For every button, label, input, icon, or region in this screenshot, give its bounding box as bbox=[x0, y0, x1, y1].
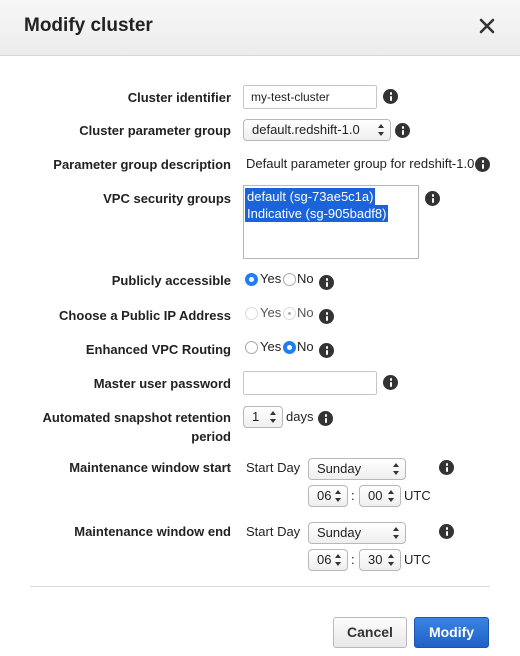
select-arrows-icon bbox=[392, 526, 400, 540]
maintenance-end-minute-value: 30 bbox=[368, 552, 383, 567]
master-password-label: Master user password bbox=[93, 376, 231, 391]
publicly-accessible-label: Publicly accessible bbox=[111, 273, 231, 288]
snapshot-retention-label-line1: Automated snapshot retention bbox=[42, 410, 231, 425]
select-arrows-icon bbox=[387, 553, 395, 567]
info-icon[interactable] bbox=[318, 411, 333, 426]
parameter-group-value: default.redshift-1.0 bbox=[252, 122, 360, 137]
enhanced-vpc-routing-yes-radio[interactable] bbox=[245, 341, 258, 354]
maintenance-start-day-value: Sunday bbox=[317, 461, 362, 476]
info-icon[interactable] bbox=[319, 343, 334, 358]
maintenance-start-tz: UTC bbox=[404, 488, 431, 503]
modify-button[interactable]: Modify bbox=[414, 617, 489, 648]
info-icon[interactable] bbox=[395, 123, 410, 138]
maintenance-end-day-value: Sunday bbox=[317, 525, 362, 540]
close-icon[interactable] bbox=[474, 13, 500, 39]
info-icon[interactable] bbox=[439, 524, 454, 539]
publicly-accessible-no-label: No bbox=[297, 271, 314, 286]
vpc-security-group-option[interactable]: Indicative (sg-905badf8) bbox=[247, 206, 387, 221]
dialog-header bbox=[0, 0, 520, 56]
snapshot-retention-label bbox=[11, 408, 231, 446]
select-arrows-icon bbox=[269, 410, 277, 424]
info-icon[interactable] bbox=[319, 309, 334, 324]
vpc-security-groups-listbox[interactable] bbox=[243, 185, 419, 259]
publicly-accessible-yes-label: Yes bbox=[260, 271, 282, 286]
snapshot-retention-label-line2: period bbox=[191, 429, 231, 444]
snapshot-retention-unit: days bbox=[286, 409, 314, 424]
info-icon[interactable] bbox=[319, 275, 334, 290]
parameter-group-description-value: Default parameter group for redshift-1.0 bbox=[246, 156, 475, 171]
select-arrows-icon bbox=[387, 489, 395, 503]
maintenance-end-hour-select[interactable] bbox=[308, 549, 348, 571]
maintenance-end-minute-select[interactable] bbox=[359, 549, 401, 571]
parameter-group-select[interactable] bbox=[243, 119, 391, 141]
select-arrows-icon bbox=[392, 462, 400, 476]
info-icon[interactable] bbox=[475, 157, 490, 172]
enhanced-vpc-routing-no-label: No bbox=[297, 339, 314, 354]
public-ip-yes-label: Yes bbox=[260, 305, 282, 320]
dialog-title: Modify cluster bbox=[24, 15, 153, 36]
maintenance-end-hour-value: 06 bbox=[317, 552, 332, 567]
enhanced-vpc-routing-label: Enhanced VPC Routing bbox=[85, 342, 231, 357]
public-ip-no-radio[interactable] bbox=[283, 307, 296, 320]
info-icon[interactable] bbox=[439, 460, 454, 475]
maintenance-start-label: Maintenance window start bbox=[69, 460, 231, 475]
maintenance-start-day-label: Start Day bbox=[246, 460, 301, 475]
maintenance-start-day-select[interactable] bbox=[308, 458, 406, 480]
info-icon[interactable] bbox=[383, 89, 398, 104]
select-arrows-icon bbox=[334, 489, 342, 503]
info-icon[interactable] bbox=[383, 375, 398, 390]
public-ip-yes-radio[interactable] bbox=[245, 307, 258, 320]
maintenance-end-day-label: Start Day bbox=[246, 524, 301, 539]
maintenance-start-hour-select[interactable] bbox=[308, 485, 348, 507]
maintenance-end-day-select[interactable] bbox=[308, 522, 406, 544]
public-ip-no-label: No bbox=[297, 305, 314, 320]
parameter-group-description-label: Parameter group description bbox=[53, 157, 231, 172]
info-icon[interactable] bbox=[425, 191, 440, 206]
enhanced-vpc-routing-yes-label: Yes bbox=[260, 339, 282, 354]
public-ip-label: Choose a Public IP Address bbox=[59, 308, 231, 323]
cancel-button[interactable]: Cancel bbox=[333, 617, 407, 648]
master-password-input[interactable] bbox=[243, 371, 377, 395]
maintenance-end-tz: UTC bbox=[404, 552, 431, 567]
enhanced-vpc-routing-no-radio[interactable] bbox=[283, 341, 296, 354]
parameter-group-label: Cluster parameter group bbox=[79, 123, 231, 138]
cluster-identifier-label: Cluster identifier bbox=[127, 90, 231, 105]
select-arrows-icon bbox=[334, 553, 342, 567]
vpc-security-group-option[interactable]: default (sg-73ae5c1a) bbox=[247, 189, 374, 204]
cluster-identifier-input[interactable] bbox=[243, 85, 377, 109]
maintenance-start-minute-select[interactable] bbox=[359, 485, 401, 507]
snapshot-retention-select[interactable] bbox=[243, 406, 283, 428]
publicly-accessible-yes-radio[interactable] bbox=[245, 273, 258, 286]
footer-divider bbox=[30, 586, 490, 587]
vpc-security-groups-label: VPC security groups bbox=[103, 191, 231, 206]
maintenance-start-separator: : bbox=[351, 488, 355, 503]
maintenance-start-minute-value: 00 bbox=[368, 488, 383, 503]
maintenance-start-hour-value: 06 bbox=[317, 488, 332, 503]
maintenance-end-separator: : bbox=[351, 552, 355, 567]
publicly-accessible-no-radio[interactable] bbox=[283, 273, 296, 286]
snapshot-retention-value: 1 bbox=[252, 409, 260, 424]
select-arrows-icon bbox=[377, 123, 385, 137]
maintenance-end-label: Maintenance window end bbox=[74, 524, 231, 539]
